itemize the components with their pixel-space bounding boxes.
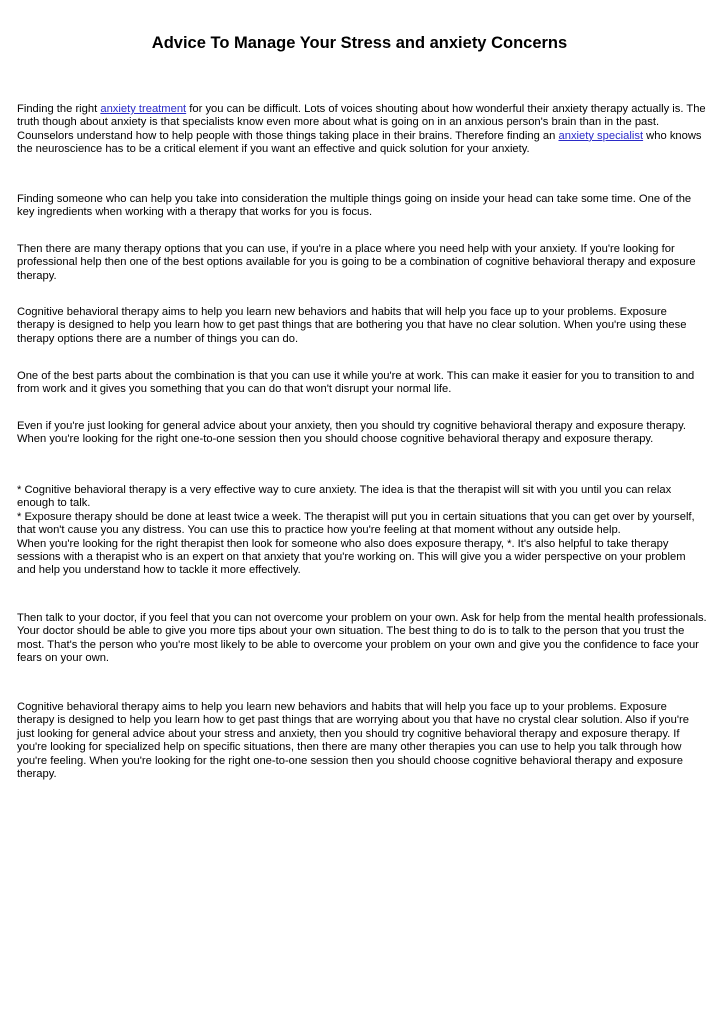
anxiety-treatment-link[interactable]: anxiety treatment <box>100 103 187 115</box>
paragraph-1-text-c: who knows the neuroscience has to be a critical element if you want an effective and quick solution for your anxiety. <box>17 129 702 156</box>
bullet-cognitive-behavioral: * Cognitive behavioral therapy is a very effective way to cure anxiety. The idea is that the therapist will sit with you until you can relax enough to talk. <box>17 484 672 510</box>
paragraph-1-text-b: for you can be difficult. Lots of voices shouting about how wonderful their anxiety therapy actually is. The truth though about anxiety is that specialists know even more about what is going on in an anxious person's brain than in the past. Counselors understand how to help people with those things taking place in their brains. Therefore finding an <box>17 103 706 142</box>
anxiety-specialist-link[interactable]: anxiety specialist <box>558 129 644 142</box>
paragraph-8: Then talk to your doctor, if you feel that you can not overcome your problem on your own. Ask for help from the mental health professionals. Your doctor should be able to give you more tips about your own situation. The best thing to do is to talk to the person that you trust the most. That's the person who you're most likely to be able to overcome your problem on your own and give you the confidence to face your fears on your own. <box>17 612 707 665</box>
paragraph-4: Cognitive behavioral therapy aims to help you learn new behaviors and habits that will help you face up to your problems. Exposure therapy is designed to help you learn how to get past things that are bothering you that have no clear solution. When you're using these therapy options there are a number of things you can do. <box>17 306 687 345</box>
paragraph-1-text-a: Finding the right <box>17 103 101 115</box>
bullet-exposure-therapy: * Exposure therapy should be done at least twice a week. The therapist will put you in certain situations that you can get over by yourself, that won't cause you any distress. You can use this to practice how you're feeling at that moment without any outside help. <box>17 510 695 537</box>
paragraph-3: Then there are many therapy options that you can use, if you're in a place where you need help with your anxiety. If you're looking for professional help then one of the best options available for you is going to be a combination of cognitive behavioral therapy and exposure therapy. <box>17 243 696 282</box>
paragraph-9: Cognitive behavioral therapy aims to help you learn new behaviors and habits that will help you face up to your problems. Exposure therapy is designed to help you learn how to get past things that are worrying about you that have no crystal clear solution. Also if you're just looking for general advice about your stress and anxiety, then you should try cognitive behavioral therapy and exposure therapy. If you're looking for specialized help on specific situations, then there are many other therapies you can use to help you talk through how you're feeling. When you're looking for the right one-to-one session then you should choose cognitive behavioral therapy and exposure therapy. <box>17 701 689 781</box>
paragraph-1 <box>17 103 707 157</box>
paragraph-6: Even if you're just looking for general advice about your anxiety, then you should try cognitive behavioral therapy and exposure therapy. When you're looking for the right one-to-one session then you should choose cognitive behavioral therapy and exposure therapy. <box>17 420 687 446</box>
page-title: Advice To Manage Your Stress and anxiety Concerns <box>151 34 568 52</box>
paragraph-7-closing: When you're looking for the right therapist then look for someone who also does exposure therapy, *. It's also helpful to take therapy sessions with a therapist who is an expert on that anxiety that you're working on. This will give you a wider perspective on your problem and help you understand how to tackle it more effectively. <box>17 537 686 577</box>
paragraph-5: One of the best parts about the combination is that you can use it while you're at work. This can make it easier for you to transition to and from work and it gives you something that you can do that won't disrupt your normal life. <box>17 370 695 396</box>
paragraph-2: Finding someone who can help you take into consideration the multiple things going on inside your head can take some time. One of the key ingredients when working with a therapy that works for you is focus. <box>17 193 692 219</box>
paragraph-7 <box>17 484 707 578</box>
